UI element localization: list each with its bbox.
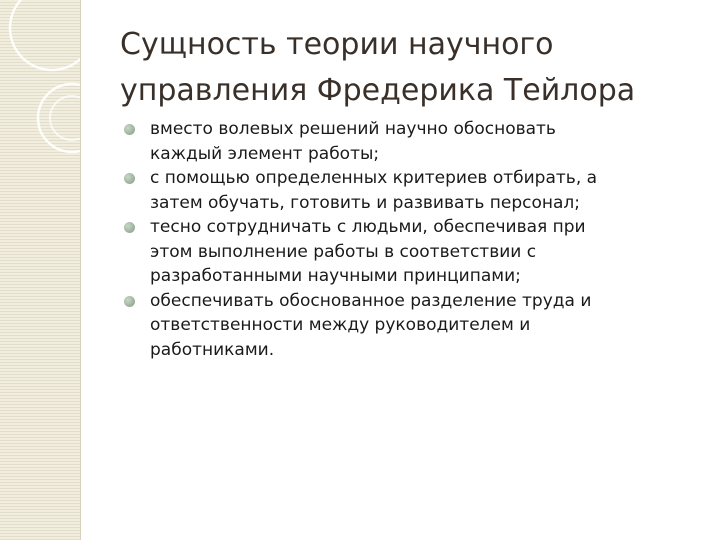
bullet-list — [150, 117, 710, 362]
bullet-line: вместо волевых решений научно обосновать — [150, 119, 556, 139]
bullet-line: каждый элемент работы; — [150, 143, 380, 164]
divider-line — [80, 0, 81, 540]
bullet-circle-icon — [124, 222, 135, 233]
bullet-item-4 — [150, 289, 710, 363]
bullet-line: тесно сотрудничать с людьми, обеспечивая при — [150, 217, 586, 237]
slide-title — [120, 22, 700, 114]
bullet-circle-icon — [124, 124, 135, 135]
bullet-line: разработанными научными принципами; — [150, 266, 521, 286]
bullet-line: с помощью определенных критериев отбирать, а — [150, 168, 598, 188]
bullet-line: обеспечивать обоснованное разделение труда и — [150, 290, 592, 311]
bullet-line: затем обучать, готовить и развивать персонал; — [150, 192, 580, 213]
bullet-circle-icon — [124, 173, 135, 184]
bullet-line: ответственности между руководителем и — [150, 315, 531, 335]
bullet-item-1 — [150, 117, 710, 166]
bullet-circle-icon — [124, 296, 135, 307]
slide-title-line-2: управления Фредерика Тейлора — [120, 73, 636, 108]
bullet-item-2 — [150, 166, 710, 215]
bullet-line: работниками. — [150, 339, 275, 360]
bullet-item-3 — [150, 215, 710, 289]
decorative-circles-icon — [0, 0, 80, 200]
bullet-line: этом выполнение работы в соответствии с — [150, 241, 537, 262]
slide-title-line-1: Сущность теории научного — [120, 27, 554, 62]
